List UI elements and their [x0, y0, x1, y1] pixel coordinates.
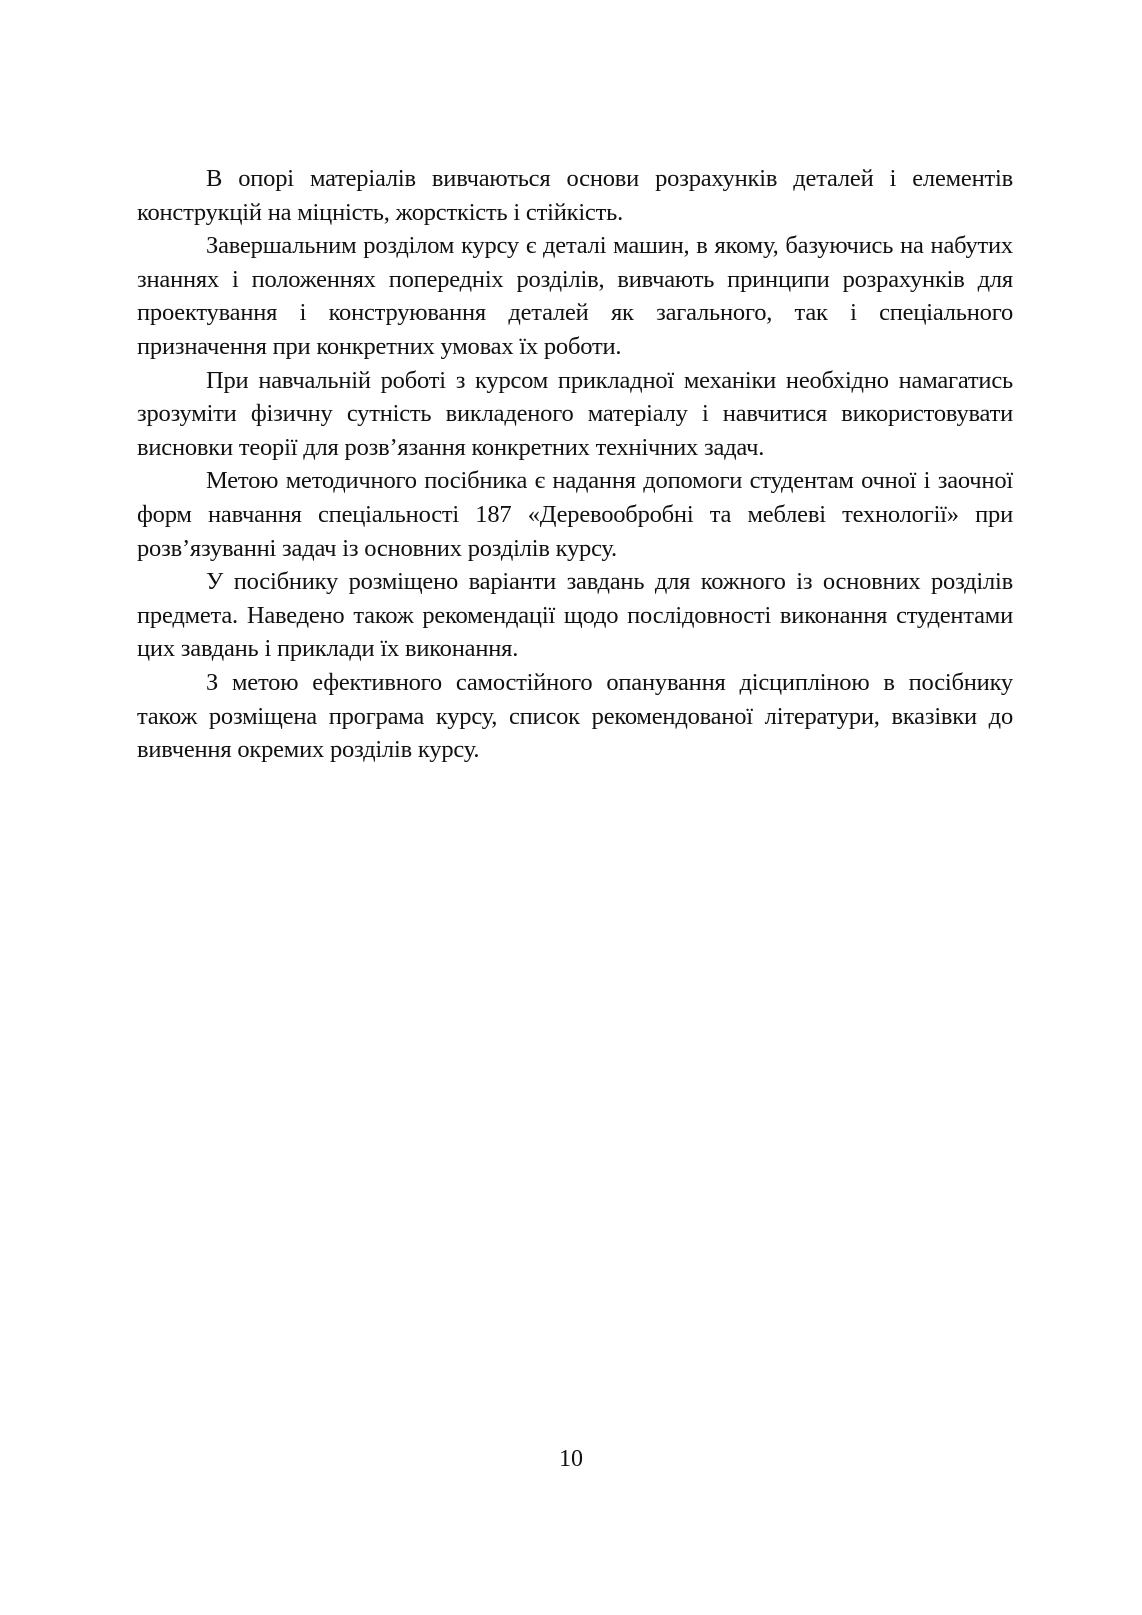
paragraph-self-study: З метою ефективного самостійного опанування дісципліною в посібнику також розміщена програма курсу, список рекомендованої літератури, вказівки до вивчення окремих розділів курсу. [137, 668, 1013, 764]
paragraph-study-advice: При навчальній роботі з курсом прикладної механіки необхідно намагатись зрозуміти фізичну сутність викладеного матеріалу і навчитися використовувати висновки теорії для розв’язання конкретних технічних задач. [137, 366, 1013, 461]
paragraph-machine-parts: Завершальним розділом курсу є деталі машин, в якому, базуючись на набутих знаннях і положеннях попередніх розділів, вивчають принципи розрахунків для проектування і конструювання деталей як загального, так і спеціального призначення при конкретних умовах їх роботи. [137, 232, 1013, 360]
paragraph-manual-contents: У посібнику розміщено варіанти завдань для кожного із основних розділів предмета. Наведено також рекомендації щодо послідовності виконання студентами цих завдань і приклади їх виконання. [137, 568, 1013, 663]
body-text [137, 162, 1013, 767]
paragraph-manual-purpose: Метою методичного посібника є надання допомоги студентам очної і заочної форм навчання спеціальності 187 «Деревообробні та меблеві технології» при розв’язуванні задач із основних розділів курсу. [137, 467, 1013, 562]
paragraph-strength-of-materials: В опорі матеріалів вивчаються основи розрахунків деталей і елементів конструкцій на міцність, жорсткість і стійкість. [137, 165, 1013, 226]
page-number: 10 [559, 1446, 583, 1472]
